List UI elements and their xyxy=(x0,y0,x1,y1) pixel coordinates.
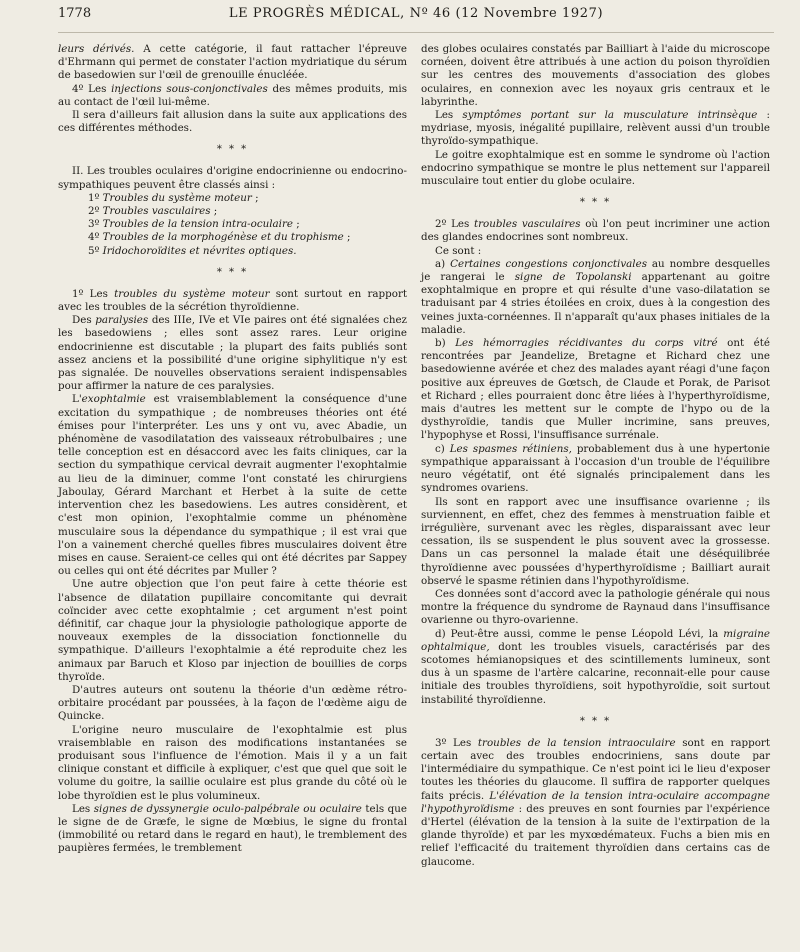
paragraph: L'exophtalmie est vraisemblablement la conséquence d'une excitation du sympathique ; de nombreuses théories ont été émises pour l'interpréter. Les uns y ont vu, avec Abadie, un phénomène de vasodilatation des vaisseaux rétrobulbaires ; une telle conception est en désaccord avec les faits cliniques, car la section du sympathique cervical devrait augmenter l'exophtalmie au lieu de la diminuer, comme l'ont constaté les chirurgiens Jaboulay, Gérard Marchant et Herbet à la suite de cette intervention chez les basedowiens. Les autres considèrent, et c'est mon opinion, l'exophtalmie comme un phénomène musculaire sous la dépendance du sympathique ; il est vrai que l'on a vainement cherché quelles fibres musculaires doivent être mises en cause. Seraient-ce celles qui ont été décrites par Sappey ou celles qui ont été décrites par Muller ? xyxy=(58,393,407,578)
list-item: 4º Troubles de la morphogénèse et du trophisme ; xyxy=(88,231,351,244)
list-item: 3º Troubles de la tension intra-oculaire ; xyxy=(88,218,300,231)
paragraph: II. Les troubles oculaires d'origine endocrinienne ou endocrino-sympathiques peuvent être classés ainsi : xyxy=(58,165,407,191)
paragraph: Il sera d'ailleurs fait allusion dans la suite aux applications des ces différentes méthodes. xyxy=(58,109,407,135)
paragraph: 4º Les injections sous-conjonctivales des mêmes produits, mis au contact de l'œil lui-même. xyxy=(58,82,407,108)
paragraph: 3º Les troubles de la tension intraoculaire sont en rapport certain avec des troubles endocriniens, sans doute par l'intermédiaire du sympathique. Ce n'est point ici le lieu d'exposer toutes les théories du glaucome. Il suffira de rapporter quelques faits précis. L'élévation de la tension intra-oculaire accompagne l'hypothyroïdisme : des preuves en sont fournies par l'expérience d'Hertel (élévation de la tension à la suite de l'extirpation de la glande thyroïde) et par les myxœdémateux. Fuchs a bien mis en relief l'efficacité du traitement thyroïdien dans certains cas de glaucome. xyxy=(421,736,771,868)
paragraph: Le goitre exophtalmique est en somme le syndrome où l'action endocrino sympathique se montre le plus nettement sur l'appareil musculaire tout entier du globe oculaire. xyxy=(421,148,770,188)
paragraph: D'autres auteurs ont soutenu la théorie d'un œdème rétro-orbitaire procédant par poussées, à la façon de l'œdème aigu de Quincke. xyxy=(58,683,407,723)
section-asterism: * * * xyxy=(216,266,249,278)
paragraph: des globes oculaires constatés par Bailliart à l'aide du microscope cornéen, doivent être attribués à une action du poison thyroïdien sur les centres des mouvements d'association des globes oculaires, en connexion avec les noyaux gris centraux et le labyrinthe. xyxy=(421,43,770,108)
right-column xyxy=(421,43,770,869)
paragraph: Des paralysies des IIIe, IVe et VIe paires ont été signalées chez les basedowiens ; elles sont assez rares. Leur origine endocrinienne est discutable ; la plupart des faits publiés sont assez anciens et la possibilité d'une origine siphylitique n'y est pas signalée. De nouvelles observations seraient indispensables pour affirmer la nature de ces paralysies. xyxy=(58,314,407,393)
list-item: 2º Troubles vasculaires ; xyxy=(88,205,218,218)
section-asterism: * * * xyxy=(579,197,612,209)
paragraph: Ce sont : xyxy=(435,244,482,257)
paragraph: leurs dérivés. A cette catégorie, il faut rattacher l'épreuve d'Ehrmann qui permet de constater l'action mydriatique du sérum de basedowien sur l'œil de grenouille énucléée. xyxy=(58,43,407,82)
classification-list xyxy=(58,192,407,258)
page-header xyxy=(58,6,774,33)
paragraph: d) Peut-être aussi, comme le pense Léopold Lévi, la migraine ophtalmique, dont les troubles visuels, caractérisés par des scotomes hémianopsiques et des scintillements lumineux, sont dus à un spasme de l'artère calcarine, reconnait-elle pour cause initiale des troubles thyroïdiens, soit hypothyroïdie, soit surtout instabilité thyroïdienne. xyxy=(421,627,770,706)
paragraph: Ils sont en rapport avec une insuffisance ovarienne ; ils surviennent, en effet, chez des femmes à menstruation faible et irrégulière, survenant avec les règles, disparaissant avec leur cessation, ils se suspendent le plus souvent avec la grossesse. Dans un cas personnel la malade était une déséquilibrée thyroïdienne avec poussées d'hyperthyroïdisme ; Bailliart aurait observé le spasme rétinien dans l'hypothyroïdisme. xyxy=(421,495,770,587)
running-title: LE PROGRÈS MÉDICAL, Nº 46 (12 Novembre 1927) xyxy=(228,6,604,21)
paragraph: a) Certaines congestions conjonctivales au nombre desquelles je rangerai le signe de Topolanski appartenant au goitre exophtalmique en propre et qui résulte d'une vaso-dilatation se traduisant par 4 stries étoilées en croix, dues à la congestion des veines juxta-cornéennes. Il n'apparaît qu'aux phases initiales de la maladie. xyxy=(421,257,770,336)
page-number: 1778 xyxy=(58,6,92,21)
two-column-body xyxy=(58,43,774,869)
list-item: 1º Troubles du système moteur ; xyxy=(88,191,259,204)
paragraph: L'origine neuro musculaire de l'exophtalmie est plus vraisemblable en raison des modifications instantanées se produisant sous l'influence de l'émotion. Mais il y a un fait clinique constant et difficile à expliquer, c'est que quel que soit le volume du goitre, la saillie oculaire est plus grande du côté où le lobe thyroïdien est le plus volumineux. xyxy=(58,723,407,802)
section-asterism: * * * xyxy=(216,144,249,156)
paragraph: Une autre objection que l'on peut faire à cette théorie est l'absence de dilatation pupillaire concomitante qui devrait coïncider avec cette exophtalmie ; cet argument n'est point définitif, car chaque jour la physiologie pathologique apporte de nouveaux exemples de la dissociation fonctionnelle du sympathique. D'ailleurs l'exophtalmie a été reproduite chez les animaux par Baruch et Kloso par injection de bouillies de corps thyroïde. xyxy=(58,578,407,683)
paragraph: Les symptômes portant sur la musculature intrinsèque : mydriase, myosis, inégalité pupillaire, relèvent aussi d'un trouble thyroïdo-sympathique. xyxy=(421,109,770,148)
paragraph: 1º Les troubles du système moteur sont surtout en rapport avec les troubles de la sécrétion thyroïdienne. xyxy=(58,287,408,314)
list-item: 5º Iridochoroïdites et névrites optiques. xyxy=(88,244,297,257)
section-asterism: * * * xyxy=(579,715,612,727)
left-column xyxy=(58,43,407,869)
paragraph: c) Les spasmes rétiniens, probablement dus à une hypertonie sympathique apparaissant à l'occasion d'un trouble de l'équilibre neuro végétatif, ont été signalés principalement dans les syndromes ovariens. xyxy=(421,442,770,495)
paragraph: 2º Les troubles vasculaires où l'on peut incriminer une action des glandes endocrines sont nombreux. xyxy=(421,218,771,244)
paragraph: Ces données sont d'accord avec la pathologie générale qui nous montre la fréquence du syndrome de Raynaud dans l'insuffisance ovarienne ou thyro-ovarienne. xyxy=(421,587,770,627)
paragraph: b) Les hémorragies récidivantes du corps vitré ont été rencontrées par Jeandelize, Bretagne et Richard chez une basedowienne avérée et chez des malades ayant réagi d'une façon positive aux épreuves de Gœtsch, de Claude et Porak, de Parisot et Richard ; elles pourraient donc être liées à l'hyperthyroïdisme, mais d'autres les mettent sur le compte de l'hypo ou de la dysthyroïdie, tandis que Muller incrimine, sans preuves, l'hypophyse et Rossi, l'insuffisance surrénale. xyxy=(421,337,770,442)
paragraph: Les signes de dyssynergie oculo-palpébrale ou oculaire tels que le signe de de Græfe, le signe de Mœbius, le signe du frontal (immobilité ou retard dans le regard en haut), le tremblement des paupières fermées, le tremblement xyxy=(58,802,407,855)
